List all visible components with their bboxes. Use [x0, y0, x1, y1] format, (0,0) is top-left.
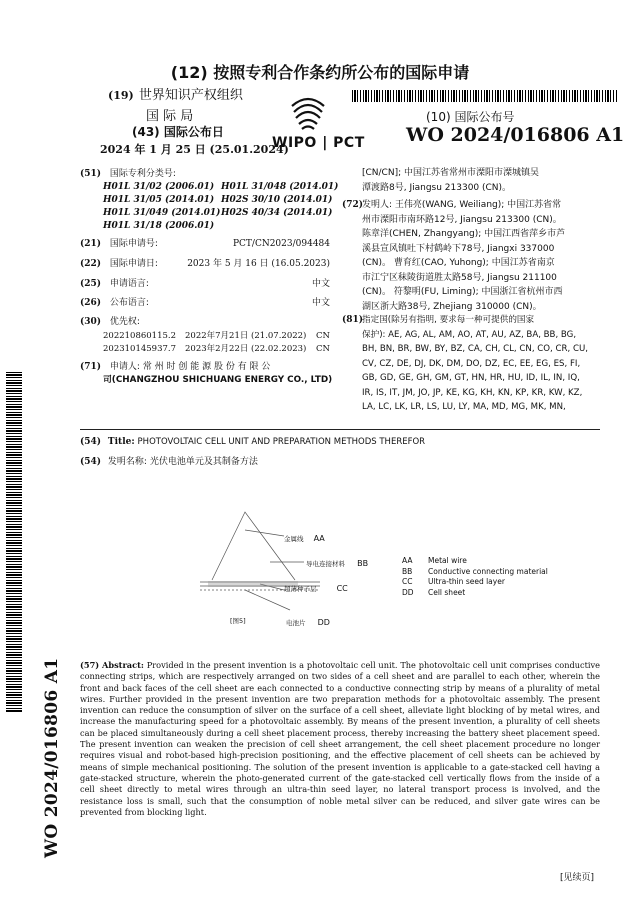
ipc-row: H01L 31/049 (2014.01)H02S 40/34 (2014.01) [103, 208, 333, 218]
label-seed-layer: 超薄种子层 CC [284, 584, 348, 593]
title-en: (54) Title: PHOTOVOLTAIC CELL UNIT AND PREPARATION METHODS THEREFOR [80, 437, 426, 447]
filing-date-row: (22) 国际申请日: 2023 年 5 月 16 日 (16.05.2023) [80, 259, 330, 269]
figure-number: [图5] [230, 617, 246, 625]
side-pub-no: WO 2024/016806 A1 [42, 657, 62, 858]
continued-note: [见续页] [560, 873, 595, 883]
pub-date-label: (43) 国际公布日 [132, 125, 224, 139]
title-cn: (54) 发明名称: 光伏电池单元及其制备方法 [80, 457, 258, 467]
figure-legend [402, 556, 548, 598]
org-num: (19) [108, 89, 134, 102]
designated-states: 指定国(除另有指明, 要求每一种可提供的国家 保护): AE, AG, AL, AM, AO, AT, AU, AZ, BA, BB, BG, BH, BN, BR, BW, BY, BZ, CA, CH, CL, CN, CO, CR, CU, CV, CZ, DE, DJ, DK, DM, DO, DZ, EC, EE, EG, ES, FI, GB, GD, GE, GH, GM, GT, HN, HR, HU, ID, IL, IN, IQ, IR, IS, IT, JM, JO, JP, KE, KG, KH, KN, KP, KR, KW, KZ, LA, LC, LK, LR, LS, LU, LY, MA, MD, MG, MK, MN, [362, 315, 588, 412]
pub-lang-row: (26) 公布语言: 中文 [80, 298, 330, 308]
app-no-row: (21) 国际申请号: PCT/CN2023/094484 [80, 239, 330, 249]
top-barcode [352, 90, 617, 102]
ipc-row: H01L 31/18 (2006.01) [103, 221, 215, 231]
pub-no-label: (10) 国际公布号 [426, 110, 515, 124]
legend-item: DD Cell sheet [402, 587, 466, 597]
ipc-heading: (51) 国际专利分类号: [80, 169, 176, 179]
legend-item: BB Conductive connecting material [402, 566, 548, 576]
priority-heading: (30) 优先权: [80, 317, 140, 327]
label-conductive: 导电连接材料 BB [306, 559, 369, 568]
side-barcode [6, 372, 22, 712]
applicant-row: (71) 申请人: 常 州 时 创 能 源 股 份 有 限 公 [80, 362, 271, 372]
inventor-num: (72) [342, 200, 364, 210]
pub-date-value: 2024 年 1 月 25 日 (25.01.2024) [100, 143, 289, 156]
legend-item: AA Metal wire [402, 556, 467, 565]
legend-item: CC Ultra-thin seed layer [402, 577, 505, 586]
ipc-row: H01L 31/02 (2006.01) H01L 31/048 (2014.01) [103, 182, 339, 192]
abstract: (57) Abstract: Provided in the present invention is a photovoltaic cell unit. The photovoltaic cell unit comprises conductive connecting strips, which are respectively arranged on two sides of a cell sheet and are parallel to each other, wherein the front and back faces of the cell sheet are each connected to a conductive connecting strip by means of a plurality of metal wires. Further provided in the present invention are two preparation methods for a photovoltaic assembly. The present invention can reduce the consumption of silver on the surface of a cell sheet, alleviate light blocking of by metal wires, and increase the manufacturing speed for a photovoltaic assembly. By means of the present invention, a plurality of cell sheets can be placed simultaneously during a cell sheet placement process, thereby increasing the battery sheet placement speed. The present invention can weaken the precision of cell sheet arrangement, the cell sheet placement procedure no longer requires visual and robot-based high-precision positioning, and the effective placement of cell sheets can be achieved by means of simple mechanical positioning. The solution of the present invention is applicable to a gate-stacked cell having a gate-stacked structure, wherein the photo-generated current of the gate-stacked cell vertically flows from the inside of a cell sheet directly to metal wires through an ultra-thin seed layer, no lateral transport process is involved, and the resistance loss is small, such that the consumption of noble metal silver can be reduced, and silver gate wires can be prevented from blocking light. [80, 660, 600, 817]
priority-row: 202210860115.2 2022年7月21日 (21.07.2022) CN [103, 331, 330, 341]
document-title: (12) 按照专利合作条约所公布的国际申请 [170, 63, 470, 82]
separator [80, 429, 600, 430]
applicant-name: 司(CHANGZHOU SHICHUANG ENERGY CO., LTD) [103, 375, 333, 385]
states-num: (81) [342, 315, 364, 325]
figure [200, 500, 620, 640]
wipo-logo-text: WIPO | PCT [272, 135, 365, 151]
org-block [108, 84, 258, 124]
ipc-row: H01L 31/05 (2014.01) H02S 30/10 (2014.01) [103, 195, 333, 205]
org-name: 世界知识产权组织 [138, 88, 243, 103]
org-subname: 国 际 局 [146, 109, 194, 124]
pub-no-value: WO 2024/016806 A1 [406, 124, 625, 146]
filing-lang-row: (25) 申请语言: 中文 [80, 279, 330, 289]
priority-row: 202310145937.7 2023年2月22日 (22.02.2023) CN [103, 344, 330, 354]
applicant-address: [CN/CN]; 中国江苏省常州市溧阳市溧城镇吴 潭渡路8号, Jiangsu 213300 (CN)。 [362, 168, 539, 193]
inventor-block: 发明人: 王伟亮(WANG, Weiliang); 中国江苏省常 州市溧阳市南环路12号, Jiangsu 213300 (CN)。 陈章洋(CHEN, Zhangyang); 中国江西省萍乡市芦 溪县宣风镇吐下村鹤岭下78号, Jiangxi 337000 (CN)。 曹育红(CAO, Yuhong); 中国江苏省南京 市江宁区秣陵街道胜太路58号, Jiangsu 211100 (CN)。 符黎明(FU, Liming); 中国浙江省杭州市西 湖区浙大路38号, Zhejiang 310000 (CN)。 [362, 200, 566, 312]
label-metal-wire: 金属线 AA [284, 534, 325, 543]
label-cell-sheet: 电池片 DD [286, 618, 330, 627]
